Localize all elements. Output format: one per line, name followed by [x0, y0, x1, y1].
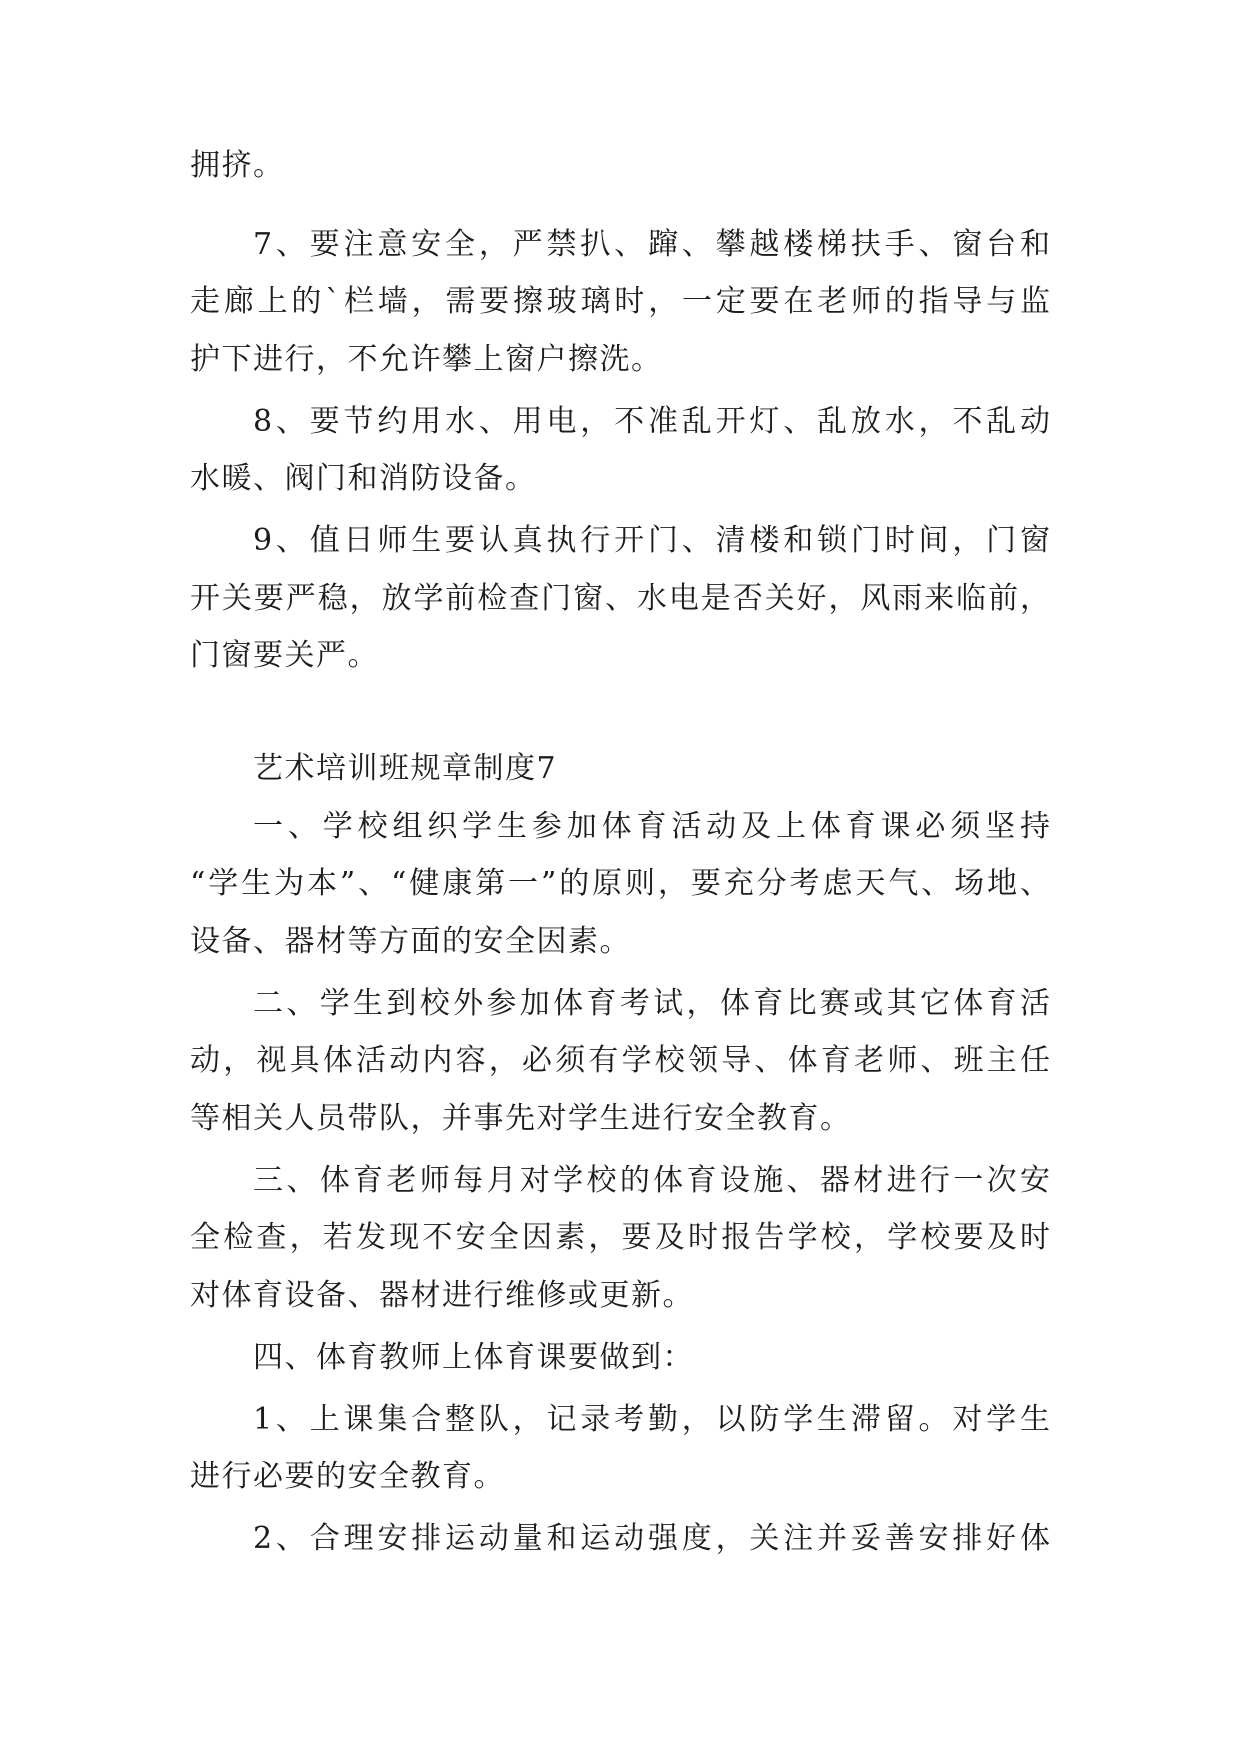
paragraph-line: 8、要节约用水、用电，不准乱开灯、乱放水，不乱动	[253, 403, 1050, 439]
paragraph	[190, 1510, 1050, 1568]
paragraph-line: 动，视具体活动内容，必须有学校领导、体育老师、班主任	[190, 1043, 1050, 1078]
paragraph-line: 二、学生到校外参加体育考试，体育比赛或其它体育活	[253, 985, 1050, 1021]
paragraph-line: 全检查，若发现不安全因素，要及时报告学校，学校要及时	[190, 1220, 1050, 1255]
document-body	[190, 137, 1050, 1572]
paragraph	[190, 1391, 1050, 1506]
paragraph-line: 水暖、阀门和消防设备。	[190, 461, 537, 496]
paragraph-line: 开关要严稳，放学前检查门窗、水电是否关好，风雨来临前，	[190, 580, 1050, 616]
paragraph-line: 走廊上的`栏墙，需要擦玻璃时，一定要在老师的指导与监	[190, 284, 1050, 319]
paragraph-line: 门窗要关严。	[190, 638, 379, 673]
paragraph-line: 对体育设备、器材进行维修或更新。	[190, 1277, 694, 1313]
paragraph-line: 等相关人员带队，并事先对学生进行安全教育。	[190, 1100, 852, 1136]
paragraph-line: 护下进行，不允许攀上窗户擦洗。	[190, 341, 663, 377]
paragraph-line: 9、值日师生要认真执行开门、清楼和锁门时间，门窗	[253, 523, 1050, 558]
section-title: 艺术培训班规章制度7	[253, 751, 558, 786]
paragraph	[190, 1329, 1050, 1387]
paragraph-line: 拥挤。	[190, 148, 285, 183]
paragraph-line: 设备、器材等方面的安全因素。	[190, 923, 631, 959]
paragraph-line: 7、要注意安全，严禁扒、蹿、攀越楼梯扶手、窗台和	[253, 226, 1050, 262]
paragraph-line: 2、合理安排运动量和运动强度，关注并妥善安排好体	[253, 1521, 1050, 1556]
paragraph-line: 1、上课集合整队，记录考勤，以防学生滞留。对学生	[253, 1401, 1050, 1437]
paragraph-line: 进行必要的安全教育。	[190, 1459, 505, 1494]
paragraph	[190, 798, 1050, 971]
paragraph	[190, 216, 1050, 389]
paragraph-line: 四、体育教师上体育课要做到：	[253, 1339, 694, 1375]
paragraph-line: “学生为本”、“健康第一”的原则，要充分考虑天气、场地、	[190, 866, 1050, 901]
paragraph	[190, 137, 1050, 195]
paragraph	[190, 1152, 1050, 1325]
paragraph	[190, 975, 1050, 1148]
paragraph-line: 一、学校组织学生参加体育活动及上体育课必须坚持	[253, 808, 1050, 844]
paragraph-line: 三、体育老师每月对学校的体育设施、器材进行一次安	[253, 1162, 1050, 1198]
paragraph	[190, 512, 1050, 685]
paragraph	[190, 393, 1050, 508]
